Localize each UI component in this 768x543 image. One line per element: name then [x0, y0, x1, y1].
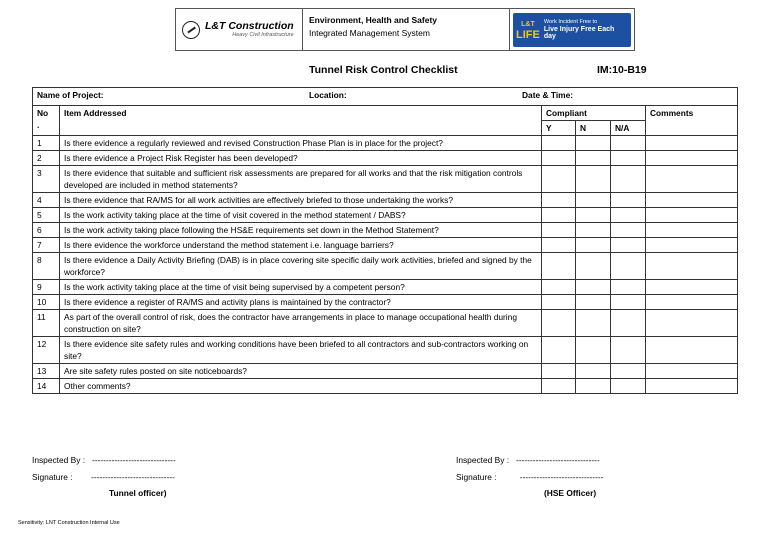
hse-officer-label: (HSE Officer): [544, 488, 597, 498]
life-badge: [513, 13, 631, 47]
row-question: Is there evidence a Daily Activity Briefing (DAB) is in place covering site specific daily work activities, briefed and signed by the workforce?: [60, 253, 542, 280]
compliant-no-cell[interactable]: [576, 193, 611, 208]
tunnel-officer-label: Tunnel officer): [109, 488, 167, 498]
col-comments: Comments: [646, 106, 738, 136]
document-header: [175, 8, 635, 51]
compliant-na-cell[interactable]: [611, 223, 646, 238]
row-question: Is there evidence a Project Risk Register has been developed?: [60, 151, 542, 166]
life-tag-big: Live Injury Free Each day: [543, 26, 615, 40]
col-y: Y: [542, 121, 576, 136]
signature-label: Signature :: [456, 472, 497, 482]
row-question: Is there evidence site safety rules and working conditions have been briefed to all contractors and sub-contractors working on site?: [60, 337, 542, 364]
inspected-by-label: Inspected By :: [456, 455, 510, 465]
signature-line[interactable]: ------------------------------: [519, 472, 604, 482]
checklist-row: [33, 151, 738, 166]
comments-cell[interactable]: [646, 208, 738, 223]
row-number: 4: [33, 193, 60, 208]
compliant-yes-cell[interactable]: [542, 280, 576, 295]
row-question: Is there evidence that RA/MS for all work activities are effectively briefed to those undertaking the works?: [60, 193, 542, 208]
compliant-no-cell[interactable]: [576, 238, 611, 253]
inspected-by-line[interactable]: ------------------------------: [516, 455, 600, 465]
compliant-yes-cell[interactable]: [542, 238, 576, 253]
life-lt: L&T: [521, 20, 535, 28]
compliant-no-cell[interactable]: [576, 337, 611, 364]
checklist-table: [32, 87, 738, 394]
compliant-yes-cell[interactable]: [542, 193, 576, 208]
compliant-na-cell[interactable]: [611, 253, 646, 280]
row-number: 1: [33, 136, 60, 151]
inspected-by-right: [456, 455, 600, 465]
compliant-na-cell[interactable]: [611, 379, 646, 394]
comments-cell[interactable]: [646, 379, 738, 394]
signature-label: Signature :: [32, 472, 73, 482]
compliant-yes-cell[interactable]: [542, 364, 576, 379]
checklist-row: [33, 253, 738, 280]
compliant-no-cell[interactable]: [576, 280, 611, 295]
comments-cell[interactable]: [646, 193, 738, 208]
system-name: [303, 9, 510, 50]
row-number: 12: [33, 337, 60, 364]
compliant-na-cell[interactable]: [611, 280, 646, 295]
system-line-1: Environment, Health and Safety: [309, 15, 437, 25]
row-number: 5: [33, 208, 60, 223]
col-no: [33, 106, 60, 136]
row-question: Is the work activity taking place at the time of visit covered in the method statement / DABS?: [60, 208, 542, 223]
compliant-no-cell[interactable]: [576, 379, 611, 394]
date-time-label: Date & Time:: [522, 90, 574, 100]
checklist-row: [33, 136, 738, 151]
compliant-yes-cell[interactable]: [542, 166, 576, 193]
row-question: Is the work activity taking place at the time of visit being supervised by a competent person?: [60, 280, 542, 295]
row-number: 9: [33, 280, 60, 295]
compliant-yes-cell[interactable]: [542, 151, 576, 166]
inspected-by-label: Inspected By :: [32, 455, 86, 465]
col-no-dot: .: [37, 120, 40, 130]
compliant-na-cell[interactable]: [611, 364, 646, 379]
compliant-na-cell[interactable]: [611, 151, 646, 166]
checklist-row: [33, 238, 738, 253]
compliant-no-cell[interactable]: [576, 208, 611, 223]
comments-cell[interactable]: [646, 280, 738, 295]
compliant-no-cell[interactable]: [576, 253, 611, 280]
row-question: As part of the overall control of risk, does the contractor have arrangements in place to manage occupational health during construction on site?: [60, 310, 542, 337]
compliant-yes-cell[interactable]: [542, 253, 576, 280]
inspected-by-line[interactable]: ------------------------------: [92, 455, 176, 465]
row-question: Is there evidence a regularly reviewed and revised Construction Phase Plan is in place for the project?: [60, 136, 542, 151]
row-question: Is the work activity taking place following the HS&E requirements set down in the Method Statement?: [60, 223, 542, 238]
compliant-no-cell[interactable]: [576, 295, 611, 310]
column-header-row-1: [33, 106, 738, 121]
compliant-na-cell[interactable]: [611, 310, 646, 337]
checklist-row: [33, 379, 738, 394]
compliant-no-cell[interactable]: [576, 151, 611, 166]
col-n: N: [576, 121, 611, 136]
compliant-yes-cell[interactable]: [542, 310, 576, 337]
sensitivity-footer: Sensitivity: LNT Construction Internal Use: [18, 520, 120, 526]
row-number: 10: [33, 295, 60, 310]
compliant-yes-cell[interactable]: [542, 208, 576, 223]
compliant-na-cell[interactable]: [611, 193, 646, 208]
checklist-row: [33, 310, 738, 337]
compliant-no-cell[interactable]: [576, 364, 611, 379]
checklist-row: [33, 280, 738, 295]
compliant-na-cell[interactable]: [611, 208, 646, 223]
checklist-row: [33, 364, 738, 379]
row-number: 11: [33, 310, 60, 337]
project-info-row: [33, 88, 738, 106]
comments-cell[interactable]: [646, 364, 738, 379]
comments-cell[interactable]: [646, 295, 738, 310]
comments-cell[interactable]: [646, 310, 738, 337]
page-title: Tunnel Risk Control Checklist: [309, 64, 458, 76]
comments-cell[interactable]: [646, 223, 738, 238]
life-tag-small: Work Incident Free to: [543, 19, 598, 25]
lt-logo-icon: [182, 21, 200, 39]
life-big: LIFE: [516, 28, 540, 41]
col-compliant: Compliant: [542, 106, 646, 121]
inspected-by-left: [32, 455, 176, 465]
checklist-row: [33, 223, 738, 238]
checklist-row: [33, 208, 738, 223]
company-subtitle: Heavy Civil Infrastructure: [232, 32, 294, 38]
compliant-no-cell[interactable]: [576, 136, 611, 151]
life-logo: [510, 9, 634, 50]
system-line-2: Integrated Management System: [309, 28, 430, 38]
comments-cell[interactable]: [646, 136, 738, 151]
document-id: IM:10-B19: [597, 64, 647, 76]
compliant-na-cell[interactable]: [611, 337, 646, 364]
compliant-no-cell[interactable]: [576, 166, 611, 193]
row-question: Is there evidence the workforce understand the method statement i.e. language barriers?: [60, 238, 542, 253]
row-number: 3: [33, 166, 60, 193]
compliant-yes-cell[interactable]: [542, 295, 576, 310]
row-question: Other comments?: [60, 379, 542, 394]
row-question: Is there evidence that suitable and sufficient risk assessments are prepared for all works and that the risk mitigation controls developed are included in method statements?: [60, 166, 542, 193]
compliant-no-cell[interactable]: [576, 310, 611, 337]
compliant-na-cell[interactable]: [611, 295, 646, 310]
compliant-yes-cell[interactable]: [542, 337, 576, 364]
row-question: Is there evidence a register of RA/MS and activity plans is maintained by the contractor?: [60, 295, 542, 310]
checklist-row: [33, 193, 738, 208]
compliant-na-cell[interactable]: [611, 166, 646, 193]
signature-left: [32, 472, 175, 482]
checklist-row: [33, 337, 738, 364]
project-name-label: Name of Project:: [37, 90, 104, 100]
comments-cell[interactable]: [646, 253, 738, 280]
life-tagline: [544, 19, 628, 40]
row-number: 2: [33, 151, 60, 166]
signature-right: [456, 472, 603, 482]
col-na: N/A: [611, 121, 646, 136]
comments-cell[interactable]: [646, 166, 738, 193]
compliant-yes-cell[interactable]: [542, 223, 576, 238]
row-number: 6: [33, 223, 60, 238]
compliant-no-cell[interactable]: [576, 223, 611, 238]
compliant-na-cell[interactable]: [611, 238, 646, 253]
compliant-yes-cell[interactable]: [542, 136, 576, 151]
row-number: 14: [33, 379, 60, 394]
location-label: Location:: [309, 90, 347, 100]
row-number: 7: [33, 238, 60, 253]
row-number: 8: [33, 253, 60, 280]
signature-line[interactable]: ------------------------------: [91, 472, 175, 482]
comments-cell[interactable]: [646, 238, 738, 253]
checklist-row: [33, 166, 738, 193]
col-item: Item Addressed: [60, 106, 542, 136]
comments-cell[interactable]: [646, 151, 738, 166]
compliant-yes-cell[interactable]: [542, 379, 576, 394]
lt-construction-logo: [176, 9, 303, 50]
row-question: Are site safety rules posted on site noticeboards?: [60, 364, 542, 379]
checklist-row: [33, 295, 738, 310]
row-number: 13: [33, 364, 60, 379]
life-word: [516, 20, 540, 40]
col-no-label: No: [37, 108, 49, 118]
company-name: L&T Construction: [205, 20, 294, 32]
comments-cell[interactable]: [646, 337, 738, 364]
compliant-na-cell[interactable]: [611, 136, 646, 151]
